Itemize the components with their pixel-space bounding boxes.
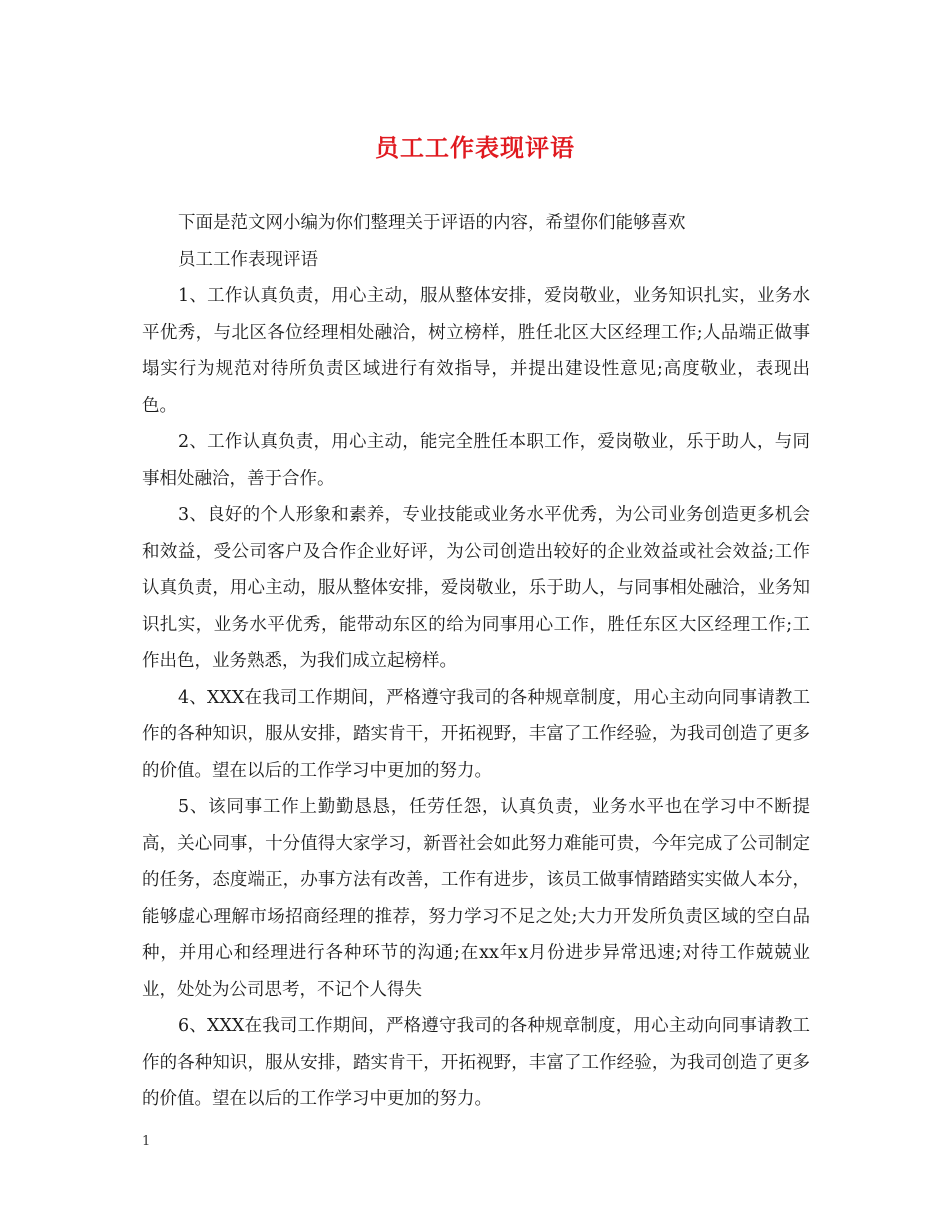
paragraph-intro: 下面是范文网小编为你们整理关于评语的内容，希望你们能够喜欢 [178,213,686,233]
paragraph-subtitle: 员工工作表现评语 [178,249,318,270]
paragraph-item-4: 4、XXX在我司工作期间，严格遵守我司的各种规章制度，用心主动向同事请教工作的各种知识，服从安排，踏实肯干，开拓视野，丰富了工作经验，为我司创造了更多的价值。望在以后的工作学习中更加的努力。 [142,687,810,781]
paragraph-item-3: 3、良好的个人形象和素养，专业技能或业务水平优秀，为公司业务创造更多机会和效益，受公司客户及合作企业好评，为公司创造出较好的企业效益或社会效益;工作认真负责，用心主动，服从整体安排，爱岗敬业，乐于助人，与同事相处融洽，业务知识扎实，业务水平优秀，能带动东区的给为同事用心工作，胜任东区大区经理工作;工作出色，业务熟悉，为我们成立起榜样。 [142,505,810,671]
paragraph-item-2: 2、工作认真负责，用心主动，能完全胜任本职工作，爱岗敬业，乐于助人，与同事相处融洽，善于合作。 [142,432,810,489]
paragraph-item-6: 6、XXX在我司工作期间，严格遵守我司的各种规章制度，用心主动向同事请教工作的各种知识，服从安排，踏实肯干，开拓视野，丰富了工作经验，为我司创造了更多的价值。望在以后的工作学习中更加的努力。 [142,1016,810,1109]
paragraph-item-5: 5、该同事工作上勤勤恳恳，任劳任怨，认真负责，业务水平也在学习中不断提高，关心同事，十分值得大家学习，新晋社会如此努力难能可贵，今年完成了公司制定的任务，态度端正，办事方法有改善，工作有进步，该员工做事情踏踏实实做人本分，能够虚心理解市场招商经理的推荐，努力学习不足之处;大力开发所负责区域的空白品种，并用心和经理进行各种环节的沟通;在xx年x月份进步异常迅速;对待工作兢兢业业，处处为公司思考，不记个人得失 [142,797,810,1000]
document-title: 员工工作表现评语 [375,133,575,162]
document-body [142,205,810,1118]
page-number: 1 [142,1134,151,1149]
paragraph-item-1: 1、工作认真负责，用心主动，服从整体安排，爱岗敬业，业务知识扎实，业务水平优秀，与北区各位经理相处融洽，树立榜样，胜任北区大区经理工作;人品端正做事塌实行为规范对待所负责区域进行有效指导，并提出建设性意见;高度敬业，表现出色。 [142,286,810,416]
